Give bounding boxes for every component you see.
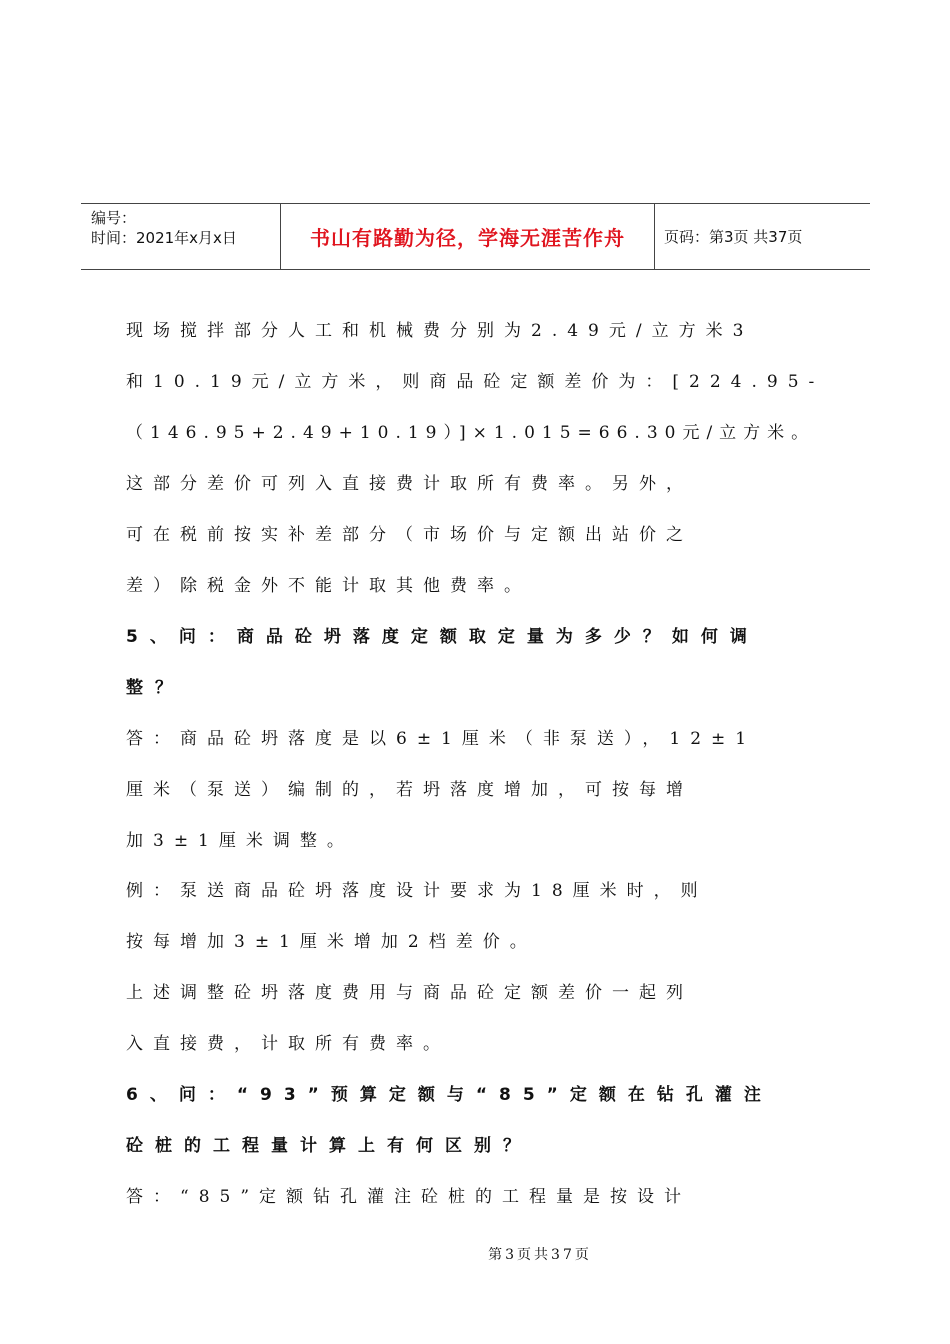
body-line: 答：商品砼坍落度是以6±1厘米（非泵送），12±1 — [126, 729, 757, 749]
number-label: 编号： — [91, 209, 137, 227]
header-page-info: 页码：第3页 共37页 — [664, 228, 803, 246]
body-line: （146.95+2.49+10.19）]×1.015=66.30元/立方米。 — [126, 423, 816, 443]
time-label: 时间：2021年x月x日 — [91, 229, 237, 247]
body-line: 差）除税金外不能计取其他费率。 — [126, 576, 531, 596]
body-line: 可在税前按实补差部分（市场价与定额出站价之 — [126, 525, 693, 545]
body-line: 加3±1厘米调整。 — [126, 831, 354, 851]
body-line: 和10.19元/立方米，则商品砼定额差价为：[224.95- — [126, 372, 825, 392]
question-heading: 整？ — [126, 678, 184, 698]
body-line: 答：“85”定额钻孔灌注砼桩的工程量是按设计 — [126, 1187, 692, 1207]
question-heading: 6、问：“93”预算定额与“85”定额在钻孔灌注 — [126, 1085, 773, 1105]
page-footer: 第3页共37页 — [488, 1247, 592, 1263]
header-motto: 书山有路勤为径，学海无涯苦作舟 — [281, 204, 655, 269]
body-line: 入直接费，计取所有费率。 — [126, 1034, 450, 1054]
question-heading: 5、问：商品砼坍落度定额取定量为多少？如何调 — [126, 627, 759, 647]
body-line: 现场搅拌部分人工和机械费分别为2.49元/立方米3 — [126, 321, 754, 341]
document-header — [81, 203, 870, 270]
body-line: 这部分差价可列入直接费计取所有费率。另外， — [126, 474, 693, 494]
body-line: 例：泵送商品砼坍落度设计要求为18厘米时，则 — [126, 881, 708, 901]
question-heading: 砼桩的工程量计算上有何区别？ — [126, 1136, 532, 1156]
header-meta — [81, 204, 281, 269]
body-line: 厘米（泵送）编制的，若坍落度增加，可按每增 — [126, 780, 693, 800]
body-line: 按每增加3±1厘米增加2档差价。 — [126, 932, 537, 952]
body-line: 上述调整砼坍落度费用与商品砼定额差价一起列 — [126, 983, 693, 1003]
